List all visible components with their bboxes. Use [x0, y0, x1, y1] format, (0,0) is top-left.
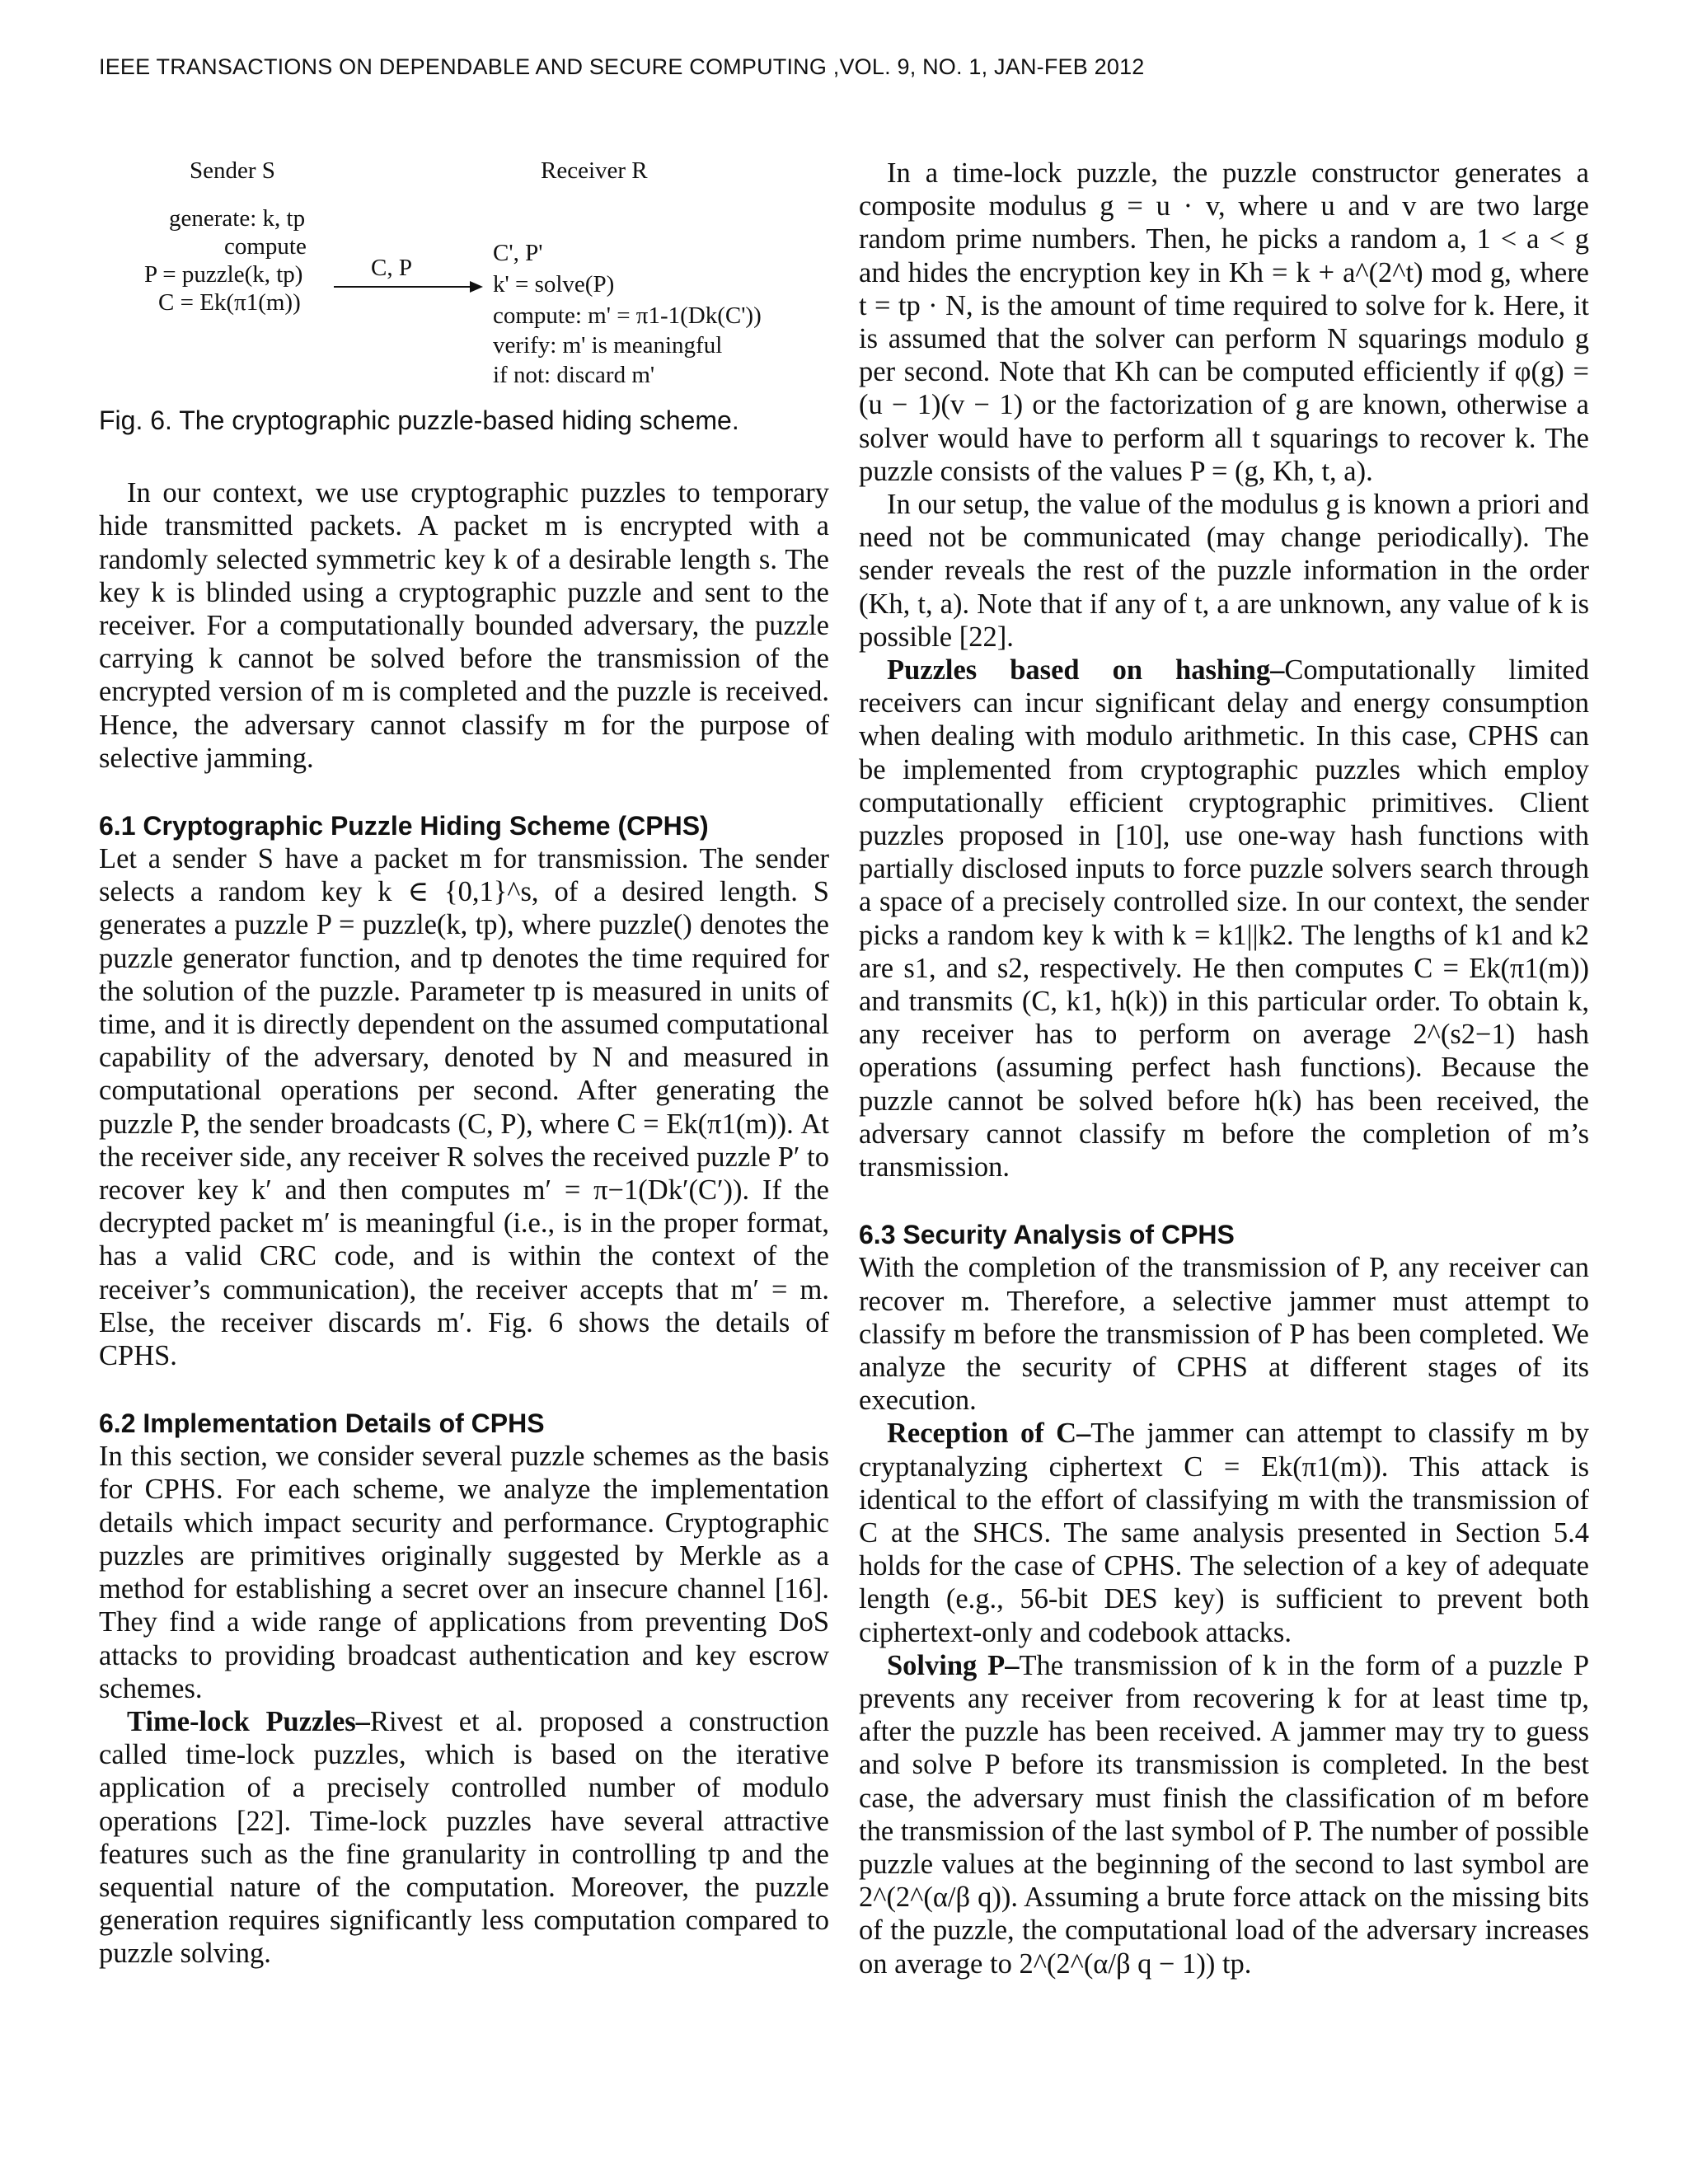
timelock-body: Rivest et al. proposed a construction called time-lock puzzles, which is based on the iterative application of a precisely controlled number of modulo operations [22]. Time-lock puzzles have several attractive features such as the fine granularity in controlling tp and the sequential nature of the computation. Moreover, the puzzle generation requires significantly less computation compared to puzzle solving.	[99, 1705, 829, 1970]
receiver-line-1: C', P'	[493, 240, 543, 266]
solving-body: The transmission of k in the form of a puzzle P prevents any receiver from recovering k for at least time tp, after the puzzle has been received. A jammer may try to guess and solve P before its transmission is completed. In the best case, the adversary must finish the classification of m before the transmission of the last symbol of P. The number of possible puzzle values at the beginning of the second to last symbol are 2^(2^(α/β q)). Assuming a brute force attack on the missing bits of the puzzle, the computational load of the adversary increases on average to 2^(2^(α/β q − 1)) tp.	[859, 1649, 1590, 1980]
sender-line-3: P = puzzle(k, tp)	[144, 261, 303, 288]
timelock-construction-paragraph: In a time-lock puzzle, the puzzle constructor generates a composite modulus g = u · v, where u and v are two large random prime numbers. Then, he picks a random a, 1 < a < g and hides the encryption key in Kh = k + a^(2^t) mod g, where t = tp · N, is the amount of time required to solve for k. Here, it is assumed that the solver can perform N squarings modulo g per second. Note that Kh can be computed efficiently if φ(g) = (u − 1)(v − 1) or the factorization of g are known, otherwise a solver would have to perform all t squarings to recover k. The puzzle consists of the values P = (g, Kh, t, a).	[859, 157, 1589, 487]
solving-lead: Solving P–	[887, 1649, 1020, 1681]
arrow-label: C, P	[371, 255, 412, 281]
hashing-body: Computationally limited receivers can incur significant delay and energy consumption when dealing with modulo arithmetic. In this case, CPHS can be implemented from cryptographic puzzles which employ computationally efficient cryptographic primitives. Client puzzles proposed in [10], use one-way hash functions with partially disclosed inputs to force puzzle solvers search through a space of a precisely controlled size. In our context, the sender picks a random key k with k = k1||k2. The lengths of k1 and k2 are s1, and s2, respectively. He then computes C = Ek(π1(m)) and transmits (C, k1, h(k)) in this particular order. To obtain k, any receiver has to perform on average 2^(s2−1) hash operations (assuming perfect hash functions). Because the puzzle cannot be solved before h(k) has been received, the adversary cannot classify m before the completion of m’s transmission.	[859, 654, 1589, 1183]
sender-line-4: C = Ek(π1(m))	[158, 289, 301, 316]
running-header: IEEE TRANSACTIONS ON DEPENDABLE AND SECURE COMPUTING ,VOL. 9, NO. 1, JAN-FEB 2012	[99, 54, 1145, 79]
section-6-2-heading: 6.2 Implementation Details of CPHS	[99, 1408, 545, 1439]
reception-body: The jammer can attempt to classify m by cryptanalyzing ciphertext C = Ek(π1(m)). This attack is identical to the effort of classifying m with the transmission of C at the SHCS. The same analysis presented in Section 5.4 holds for the case of CPHS. The selection of a key of adequate length (e.g., 56-bit DES key) is sufficient to prevent both ciphertext-only and codebook attacks.	[859, 1418, 1589, 1648]
left-column	[99, 157, 829, 1971]
section-6-1-body: Let a sender S have a packet m for transmission. The sender selects a random key k ∈ {0,1}^s, of a desired length. S generates a puzzle P = puzzle(k, tp), where puzzle() denotes the puzzle generator function, and tp denotes the time required for the solution of the puzzle. Parameter tp is measured in units of time, and it is directly dependent on the assumed computational capability of the adversary, denoted by N and measured in computational operations per second. After generating the puzzle P, the sender broadcasts (C, P), where C = Ek(π1(m)). At the receiver side, any receiver R solves the received puzzle P′ to recover key k′ and then computes m′ = π−1(Dk′(C′)). If the decrypted packet m′ is meaningful (i.e., is in the proper format, has a valid CRC code, and is within the context of the receiver’s communication), the receiver accepts that m′ = m. Else, the receiver discards m′. Fig. 6 shows the details of CPHS.	[99, 843, 829, 1372]
receiver-line-2: k' = solve(P)	[493, 271, 615, 298]
timelock-lead: Time-lock Puzzles–	[127, 1705, 370, 1737]
setup-paragraph: In our setup, the value of the modulus g is known a priori and need not be communicated (may change periodically). The sender reveals the rest of the puzzle information in the order (Kh, t, a). Note that if any of t, a are unknown, any value of k is possible [22].	[859, 489, 1589, 653]
solving-paragraph	[859, 1649, 1589, 1980]
hashing-lead: Puzzles based on hashing–	[887, 654, 1285, 687]
sender-title: Sender S	[190, 157, 275, 184]
section-6-3-body: With the completion of the transmission of P, any receiver can recover m. Therefore, a selective jammer must attempt to classify m before the transmission of P has been completed. We analyze the security of CPHS at different stages of its execution.	[859, 1252, 1589, 1417]
timelock-paragraph	[99, 1705, 829, 1971]
section-6-2-body: In this section, we consider several puzzle schemes as the basis for CPHS. For each scheme, we analyze the implementation details which impact security and performance. Cryptographic puzzles are primitives originally suggested by Merkle as a method for establishing a secret over an insecure channel [16]. They find a wide range of applications from preventing DoS attacks to providing broadcast authentication and key escrow schemes.	[99, 1441, 829, 1704]
sender-line-2: compute	[224, 233, 307, 260]
receiver-line-4: verify: m' is meaningful	[493, 332, 723, 359]
intro-paragraph: In our context, we use cryptographic puzzles to temporary hide transmitted packets. A packet m is encrypted with a randomly selected symmetric key k of a desirable length s. The key k is blinded using a cryptographic puzzle and sent to the receiver. For a computationally bounded adversary, the puzzle carrying k cannot be solved before the transmission of the encrypted version of m is completed and the puzzle is received. Hence, the adversary cannot classify m for the purpose of selective jamming.	[99, 477, 829, 774]
reception-paragraph	[859, 1417, 1589, 1648]
figure-caption: Fig. 6. The cryptographic puzzle-based hiding scheme.	[99, 405, 739, 435]
hashing-paragraph	[859, 654, 1589, 1183]
sender-line-1: generate: k, tp	[169, 205, 306, 232]
receiver-title: Receiver R	[541, 157, 648, 184]
section-6-3-heading: 6.3 Security Analysis of CPHS	[859, 1220, 1235, 1250]
receiver-line-3: compute: m' = π1-1(Dk(C'))	[493, 302, 762, 329]
receiver-line-5: if not: discard m'	[493, 362, 655, 388]
right-column	[859, 157, 1589, 1980]
section-6-1-heading: 6.1 Cryptographic Puzzle Hiding Scheme (CPHS)	[99, 811, 709, 841]
reception-lead: Reception of C–	[887, 1418, 1091, 1450]
figure-6	[99, 157, 829, 412]
